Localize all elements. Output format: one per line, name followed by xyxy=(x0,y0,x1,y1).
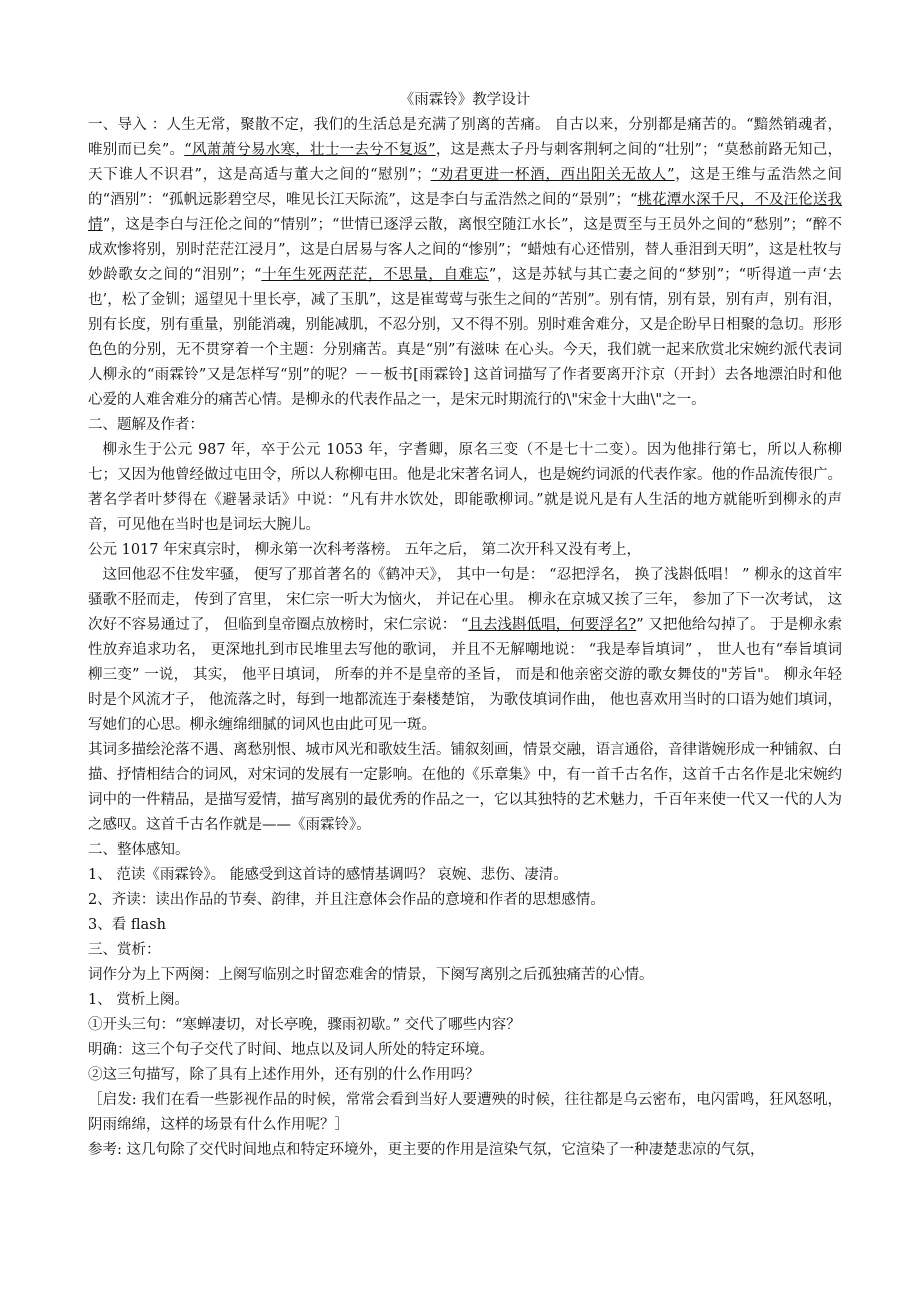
reference-paragraph: 参考: 这几句除了交代时间地点和特定环境外，更主要的作用是渲染气氛，它渲染了一种凄楚悲凉的气氛， xyxy=(88,1142,765,1158)
section-heading-analysis: 三、赏析： xyxy=(88,942,161,958)
author-paragraph-2: 公元 1017 年宋真宗时， 柳永第一次科考落榜。 五年之后， 第二次开科又没有考上， xyxy=(88,542,641,558)
hint-paragraph: ［启发: 我们在看一些影视作品的时候，常常会看到当好人要遭殃的时候，往往都是乌云密布，电闪雷鸣，狂风怒吼，阴雨绵绵，这样的场景有什么作用呢？］ xyxy=(88,1092,842,1133)
doc-title: 《雨霖铃》教学设计 xyxy=(399,92,531,108)
section-heading-author: 二、题解及作者： xyxy=(88,417,204,433)
overview-item-1: 1、 范读《雨霖铃》。 能感受到这首诗的感情基调吗？ 哀婉、悲伤、凄清。 xyxy=(88,867,568,883)
quote-underlined-3: 桃花潭水深千尺，不及汪伦送我情 xyxy=(88,192,843,233)
question-2: ②这三句描写，除了具有上述作用外，还有别的什么作用吗？ xyxy=(88,1067,480,1083)
author-paragraph-4: 其词多描绘沦落不遇、离愁别恨、城市风光和歌妓生活。铺叙刻画，情景交融，语言通俗，音律谐婉形成一种铺叙、白描、抒情相结合的词风，对宋词的发展有一定影响。在他的《乐章集》中，有一首千古名作，这首千古名作是北宋婉约词中的一件精品，是描写爱情，描写离别的最优秀的作品之一，它以其独特的艺术魅力，千百年来使一代又一代的人为之感叹。这首千古名作就是——《雨霖铃》。 xyxy=(88,742,842,833)
section-heading-overview: 二、整体感知。 xyxy=(88,842,190,858)
author-paragraph-1: 柳永生于公元 987 年，卒于公元 1053 年，字耆卿，原名三变（不是七十二变）。因为他排行第七，所以人称柳七；又因为他曾经做过屯田令，所以人称柳屯田。他是北宋著名词人，也是婉约词派的代表作家。他的作品流传很广。著名学者叶梦得在《避暑录话》中说：“凡有井水饮处，即能歌柳词。”就是说凡是有人生活的地方就能听到柳永的声音，可见他在当时也是词坛大腕儿。 xyxy=(88,442,842,533)
answer-1: 明确：这三个句子交代了时间、地点以及词人所处的特定环境。 xyxy=(88,1042,494,1058)
quote-underlined-4: 十年生死两茫茫，不思量，自难忘 xyxy=(261,267,489,283)
analysis-item-1: 1、 赏析上阕。 xyxy=(88,992,189,1008)
analysis-paragraph: 词作分为上下两阕：上阕写临别之时留恋难舍的情景，下阕写离别之后孤独痛苦的心情。 xyxy=(88,967,654,983)
quote-underlined-1: “风萧萧兮易水寒，壮士一去兮不复返” xyxy=(184,142,436,158)
overview-item-2: 2、齐读：读出作品的节奏、韵律，并且注意体会作品的意境和作者的思想感情。 xyxy=(88,892,605,908)
quote-underlined-2: “劝君更进一杯酒，西出阳关无故人” xyxy=(430,167,675,183)
overview-item-3: 3、看 flash xyxy=(88,917,166,933)
quote-underlined-5: 且去浅斟低唱，何要浮名? xyxy=(468,617,637,633)
author-paragraph-3: 这回他忍不住发牢骚， 便写了那首著名的《鹤冲天》， 其中一句是： “忍把浮名， 换了浅斟低唱！ ” 柳永的这首牢骚歌不胫而走， 传到了宫里， 宋仁宗一听大为恼火， 并记在心里。 柳永在京城又挨了三年， 参加了下一次考试， 这次好不容易通过了， 但临到皇帝圈点放榜时，宋仁宗说： “且去浅斟低唱，何要浮名?” 又把他给勾掉了。 于是柳永索性放弃追求功名， 更深地扎到市民堆里去写他的歌词， 并且不无解嘲地说： “我是奉旨填词” ， 世人也有“奉旨填词柳三变” 一说， 其实， 他平日填词， 所奉的并不是皇帝的圣旨， 而是和他亲密交游的歌女舞伎的"芳旨"。 柳永年轻时是个风流才子， 他流落之时，每到一地都流连于秦楼楚馆， 为歌伎填词作曲， 他也喜欢用当时的口语为她们填词， 写她们的心思。柳永缠绵细腻的词风也由此可见一斑。 xyxy=(88,567,842,733)
intro-paragraph: 一、导入 ：人生无常，聚散不定，我们的生活总是充满了别离的苦痛。 自古以来，分别都是痛苦的。“黯然销魂者，唯别而已矣”。“风萧萧兮易水寒，壮士一去兮不复返”，这是燕太子丹与刺客荆轲之间的“壮别”；“莫愁前路无知己，天下谁人不识君”，这是高适与董大之间的“慰别”；“劝君更进一杯酒，西出阳关无故人”，这是王维与孟浩然之间的“酒别”：“孤帆远影碧空尽，唯见长江天际流”，这是李白与孟浩然之间的“景别”；“桃花潭水深千尺，不及汪伦送我情”，这是李白与汪伦之间的“情别”；“世情已逐浮云散，离恨空随江水长”，这是贾至与王员外之间的“愁别”；“醉不成欢惨将别，别时茫茫江浸月”，这是白居易与客人之间的“惨别”；“蜡烛有心还惜别，替人垂泪到天明”，这是杜牧与妙龄歌女之间的“泪别”；“十年生死两茫茫，不思量，自难忘”，这是苏轼与其亡妻之间的“梦别”；“听得道一声‘去也’，松了金钏；遥望见十里长亭，减了玉肌”，这是崔莺莺与张生之间的“苦别”。别有情，别有景，别有声，别有泪，别有长度，别有重量，别能消魂，别能减肌，不忍分别，又不得不别。别时难舍难分，又是企盼早日相聚的急切。形形色色的分别，无不贯穿着一个主题：分别痛苦。真是“别”有滋味 在心头。今天，我们就一起来欣赏北宋婉约派代表词人柳永的“雨霖铃”又是怎样写“别”的呢？－－板书[雨霖铃] 这首词描写了作者要离开汴京（开封）去各地漂泊时和他心爱的人难舍难分的痛苦心情。是柳永的代表作品之一，是宋元时期流行的\"宋金十大曲\"之一。 xyxy=(88,117,843,408)
question-1: ①开头三句：“寒蝉凄切，对长亭晚，骤雨初歇。” 交代了哪些内容？ xyxy=(88,1017,521,1033)
